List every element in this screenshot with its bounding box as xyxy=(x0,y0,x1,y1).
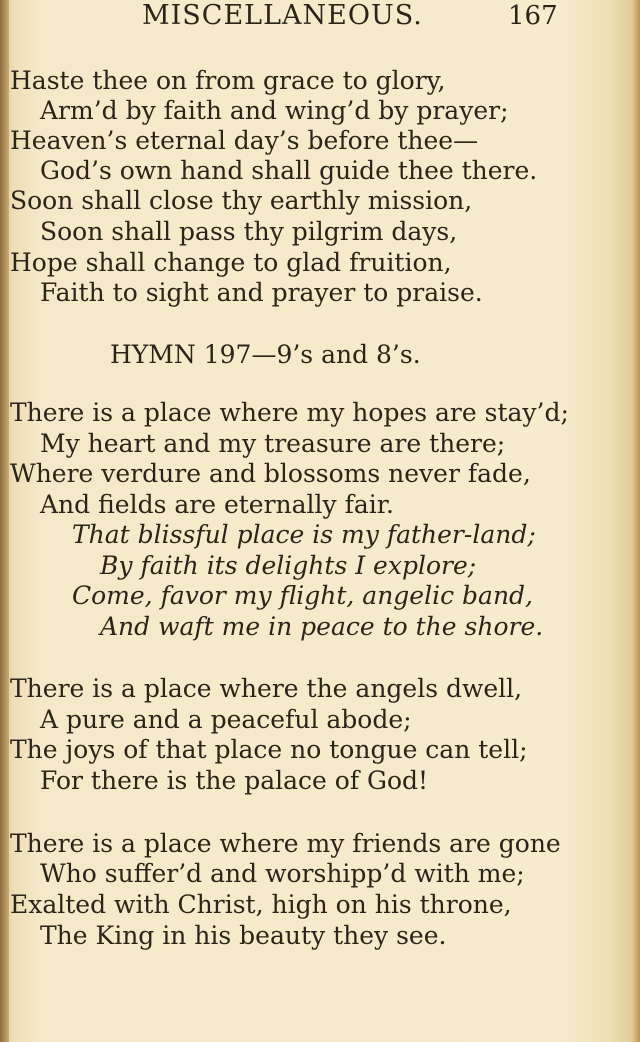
verse-line: Soon shall pass thy pilgrim days, xyxy=(40,217,458,246)
verse-line: My heart and my treasure are there; xyxy=(40,429,506,458)
verse-line: Exalted with Christ, high on his throne, xyxy=(10,890,512,919)
chorus-line: Come, favor my flight, angelic band, xyxy=(72,581,533,610)
verse-line: Heaven’s eternal day’s before thee— xyxy=(10,126,479,155)
verse-line: The joys of that place no tongue can tell; xyxy=(10,735,528,764)
verse-line: The King in his beauty they see. xyxy=(40,921,447,950)
verse-line: Soon shall close thy earthly mission, xyxy=(10,186,473,215)
verse-line: Who suffer’d and worshipp’d with me; xyxy=(40,859,525,888)
book-gutter xyxy=(0,0,9,1042)
verse-line: A pure and a peaceful abode; xyxy=(40,705,412,734)
verse-line: There is a place where my hopes are stay’d; xyxy=(10,398,569,427)
verse-line: God’s own hand shall guide thee there. xyxy=(40,156,538,185)
page-header xyxy=(0,0,640,36)
verse-line: There is a place where my friends are gone xyxy=(10,829,561,858)
page-edge xyxy=(632,0,640,1042)
chorus-line: By faith its delights I explore; xyxy=(100,551,477,580)
verse-line: There is a place where the angels dwell, xyxy=(10,674,523,703)
verse-line: For there is the palace of God! xyxy=(40,766,429,795)
running-head: MISCELLANEOUS. xyxy=(142,0,423,31)
verse-line: Hope shall change to glad fruition, xyxy=(10,248,452,277)
verse-line: And fields are eternally fair. xyxy=(40,490,394,519)
verse-line: Where verdure and blossoms never fade, xyxy=(10,459,531,488)
verse-line: Haste thee on from grace to glory, xyxy=(10,66,446,95)
chorus-line: And waft me in peace to the shore. xyxy=(100,612,544,641)
verse-line: Faith to sight and prayer to praise. xyxy=(40,278,483,307)
page-number: 167 xyxy=(508,1,558,31)
chorus-line: That blissful place is my father-land; xyxy=(72,520,536,549)
verse-line: Arm’d by faith and wing’d by prayer; xyxy=(40,96,509,125)
hymn-title: HYMN 197—9’s and 8’s. xyxy=(110,340,421,369)
